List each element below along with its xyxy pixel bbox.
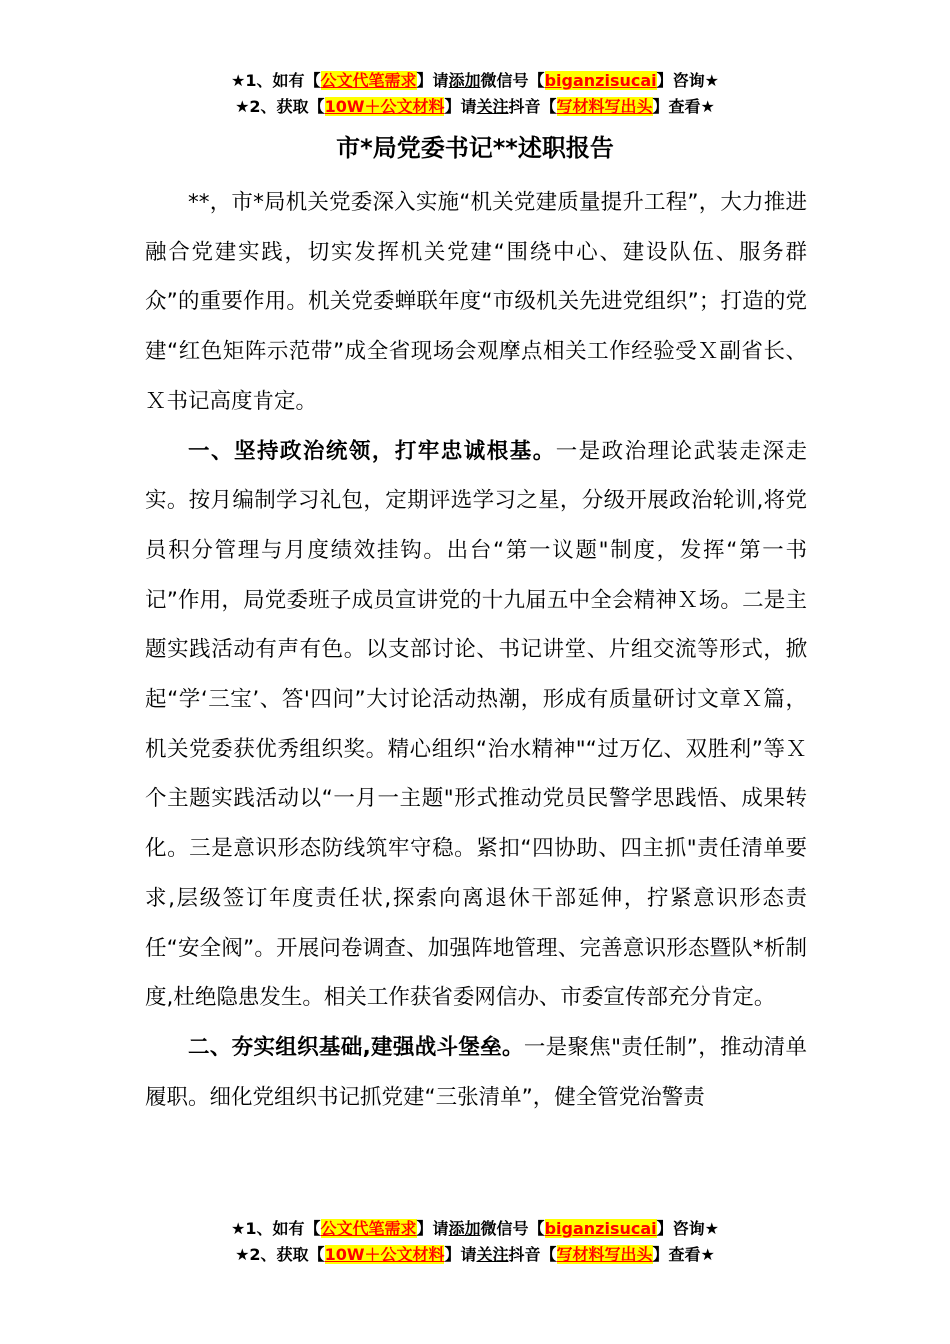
highlight-service: 公文代笔需求	[320, 71, 417, 90]
highlight-materials: 10W＋公文材料	[324, 1245, 445, 1264]
promo-banner-top	[0, 68, 950, 120]
highlight-douyin: 写材料写出头	[556, 97, 653, 116]
paragraph-section-2	[145, 1023, 807, 1122]
section-1-heading: 一、坚持政治统领，打牢忠诚根基。	[188, 438, 556, 464]
highlight-wechat-id: biganzisucai	[544, 1219, 657, 1238]
section-2-heading: 二、夯实组织基础,建强战斗堡垒。	[188, 1034, 524, 1060]
highlight-wechat-id: biganzisucai	[544, 71, 657, 90]
highlight-douyin: 写材料写出头	[556, 1245, 653, 1264]
highlight-materials: 10W＋公文材料	[324, 97, 445, 116]
promo-line-1: ★1、如有【公文代笔需求】请添加微信号【biganzisucai】咨询★	[231, 1219, 719, 1238]
promo-line-2: ★2、获取【10W＋公文材料】请关注抖音【写材料写出头】查看★	[235, 1245, 715, 1264]
document-title: 市*局党委书记**述职报告	[336, 134, 614, 162]
section-2-body: 一是聚焦"责任制”，推动清单履职。细化党组织书记抓党建“三张清单”，健全管党治警责	[145, 1034, 808, 1110]
highlight-service: 公文代笔需求	[320, 1219, 417, 1238]
paragraph-intro: **，市*局机关党委深入实施“机关党建质量提升工程”，大力推进融合党建实践，切实发挥机关党建“围绕中心、建设队伍、服务群众”的重要作用。机关党委蝉联年度“市级机关先进党组织”；打造的党建“红色矩阵示范带”成全省现场会观摩点相关工作经验受Ｘ副省长、Ｘ书记高度肯定。	[145, 190, 807, 414]
promo-banner-bottom	[0, 1216, 950, 1268]
paragraph-section-1	[145, 427, 807, 1023]
promo-line-1: ★1、如有【公文代笔需求】请添加微信号【biganzisucai】咨询★	[231, 71, 719, 90]
document-body	[145, 178, 807, 1122]
promo-line-2: ★2、获取【10W＋公文材料】请关注抖音【写材料写出头】查看★	[235, 97, 715, 116]
section-1-body: 一是政治理论武装走深走实。按月编制学习礼包，定期评选学习之星，分级开展政治轮训,将党员积分管理与月度绩效挂钩。出台“第一议题"制度，发挥“第一书记”作用，局党委班子成员宣讲党的十九届五中全会精神Ｘ场。二是主题实践活动有声有色。以支部讨论、书记讲堂、片组交流等形式，掀起“学‘三宝’、答'四问”大讨论活动热潮，形成有质量研讨文章Ｘ篇，机关党委获优秀组织奖。精心组织“治水精神"“过万亿、双胜利”等Ｘ个主题实践活动以“一月一主题"形式推动党员民警学思践悟、成果转化。三是意识形态防线筑牢守稳。紧扣“四协助、四主抓"责任清单要求,层级签订年度责任状,探索向离退休干部延伸，拧紧意识形态责任“安全阀”。开展问卷调查、加强阵地管理、完善意识形态暨队*析制度,杜绝隐患发生。相关工作获省委网信办、市委宣传部充分肯定。	[145, 438, 807, 1011]
